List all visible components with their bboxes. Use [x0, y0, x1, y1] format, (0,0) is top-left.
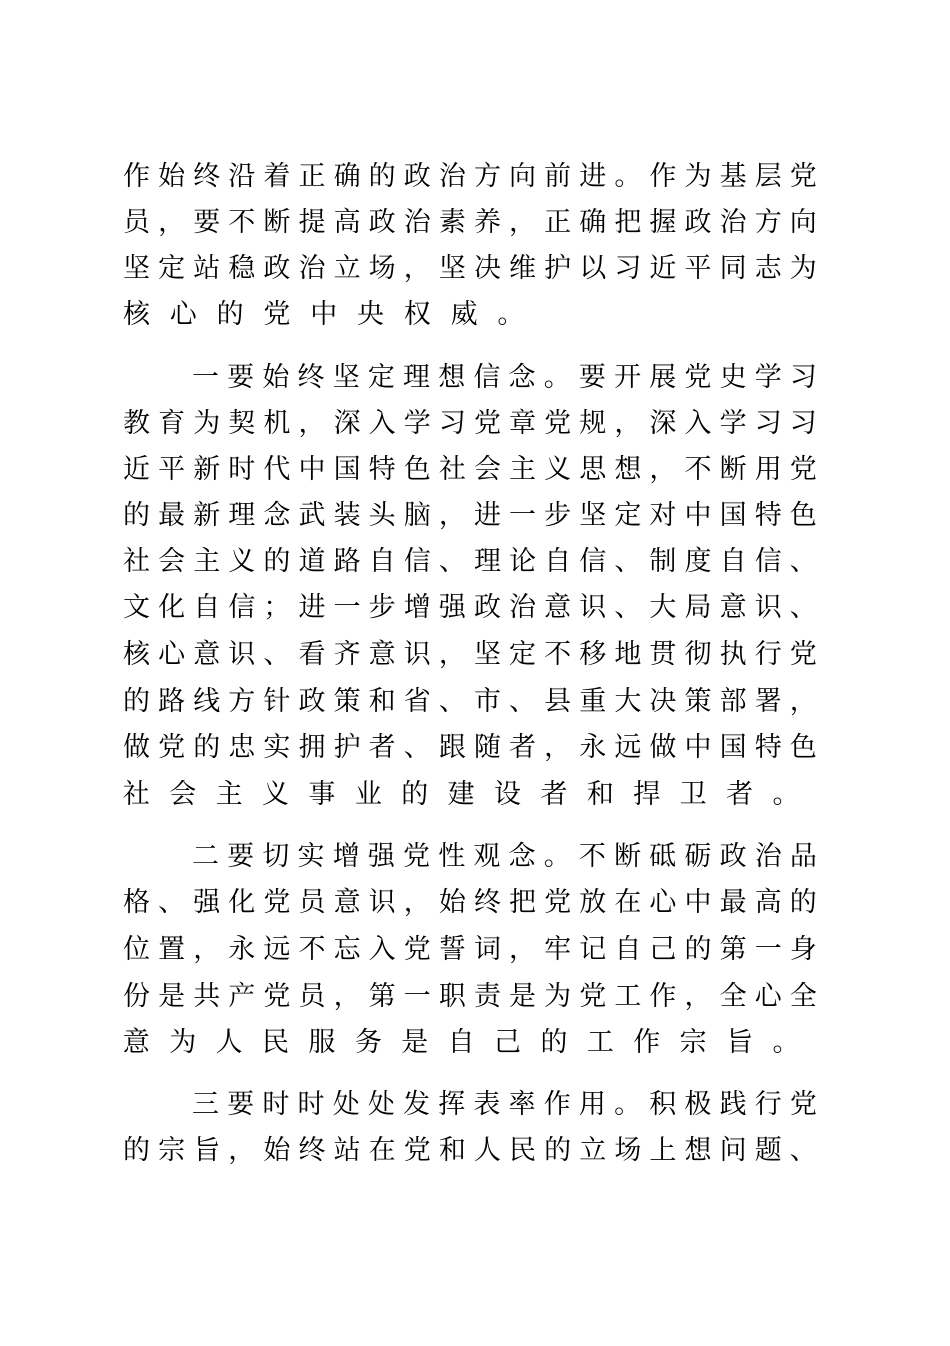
text-line: 的 宗 旨 ， 始 终 站 在 党 和 人 民 的 立 场 上 想 问 题 、 [123, 1135, 817, 1166]
text-line: 近 平 新 时 代 中 国 特 色 社 会 主 义 思 想 ， 不 断 用 党 [123, 454, 817, 485]
text-line: 二 要 切 实 增 强 党 性 观 念 。 不 断 砥 砺 政 治 品 [192, 841, 817, 872]
text-line: 社 会 主 义 事 业 的 建 设 者 和 捍 卫 者 。 [122, 779, 800, 810]
text-line: 一 要 始 终 坚 定 理 想 信 念 。 要 开 展 党 史 学 习 [192, 362, 817, 393]
text-line: 社 会 主 义 的 道 路 自 信 、 理 论 自 信 、 制 度 自 信 、 [123, 546, 817, 577]
text-line: 核 心 意 识 、 看 齐 意 识 ， 坚 定 不 移 地 贯 彻 执 行 党 [123, 639, 817, 670]
text-line: 文 化 自 信 ； 进 一 步 增 强 政 治 意 识 、 大 局 意 识 、 [123, 592, 817, 623]
text-line: 份 是 共 产 党 员 ， 第 一 职 责 是 为 党 工 作 ， 全 心 全 [123, 981, 817, 1012]
text-line: 员 ， 要 不 断 提 高 政 治 素 养 ， 正 确 把 握 政 治 方 向 [123, 207, 817, 238]
text-line: 作 始 终 沿 着 正 确 的 政 治 方 向 前 进 。 作 为 基 层 党 [123, 161, 817, 192]
text-line: 格 、 强 化 党 员 意 识 ， 始 终 把 党 放 在 心 中 最 高 的 [123, 887, 817, 918]
text-line: 核 心 的 党 中 央 权 威 。 [123, 299, 525, 330]
text-line: 坚 定 站 稳 政 治 立 场 ， 坚 决 维 护 以 习 近 平 同 志 为 [123, 253, 817, 284]
text-line: 做 党 的 忠 实 拥 护 者 、 跟 随 者 ， 永 远 做 中 国 特 色 [123, 732, 817, 763]
text-line: 的 最 新 理 念 武 装 头 脑 ， 进 一 步 坚 定 对 中 国 特 色 [123, 500, 817, 531]
text-line: 的 路 线 方 针 政 策 和 省 、 市 、 县 重 大 决 策 部 署 ， [123, 686, 817, 717]
text-line: 意 为 人 民 服 务 是 自 己 的 工 作 宗 旨 。 [122, 1027, 800, 1058]
text-line: 三 要 时 时 处 处 发 挥 表 率 作 用 。 积 极 践 行 党 [192, 1089, 817, 1120]
text-line: 教 育 为 契 机 ， 深 入 学 习 党 章 党 规 ， 深 入 学 习 习 [123, 408, 817, 439]
text-line: 位 置 ， 永 远 不 忘 入 党 誓 词 ， 牢 记 自 己 的 第 一 身 [123, 934, 817, 965]
